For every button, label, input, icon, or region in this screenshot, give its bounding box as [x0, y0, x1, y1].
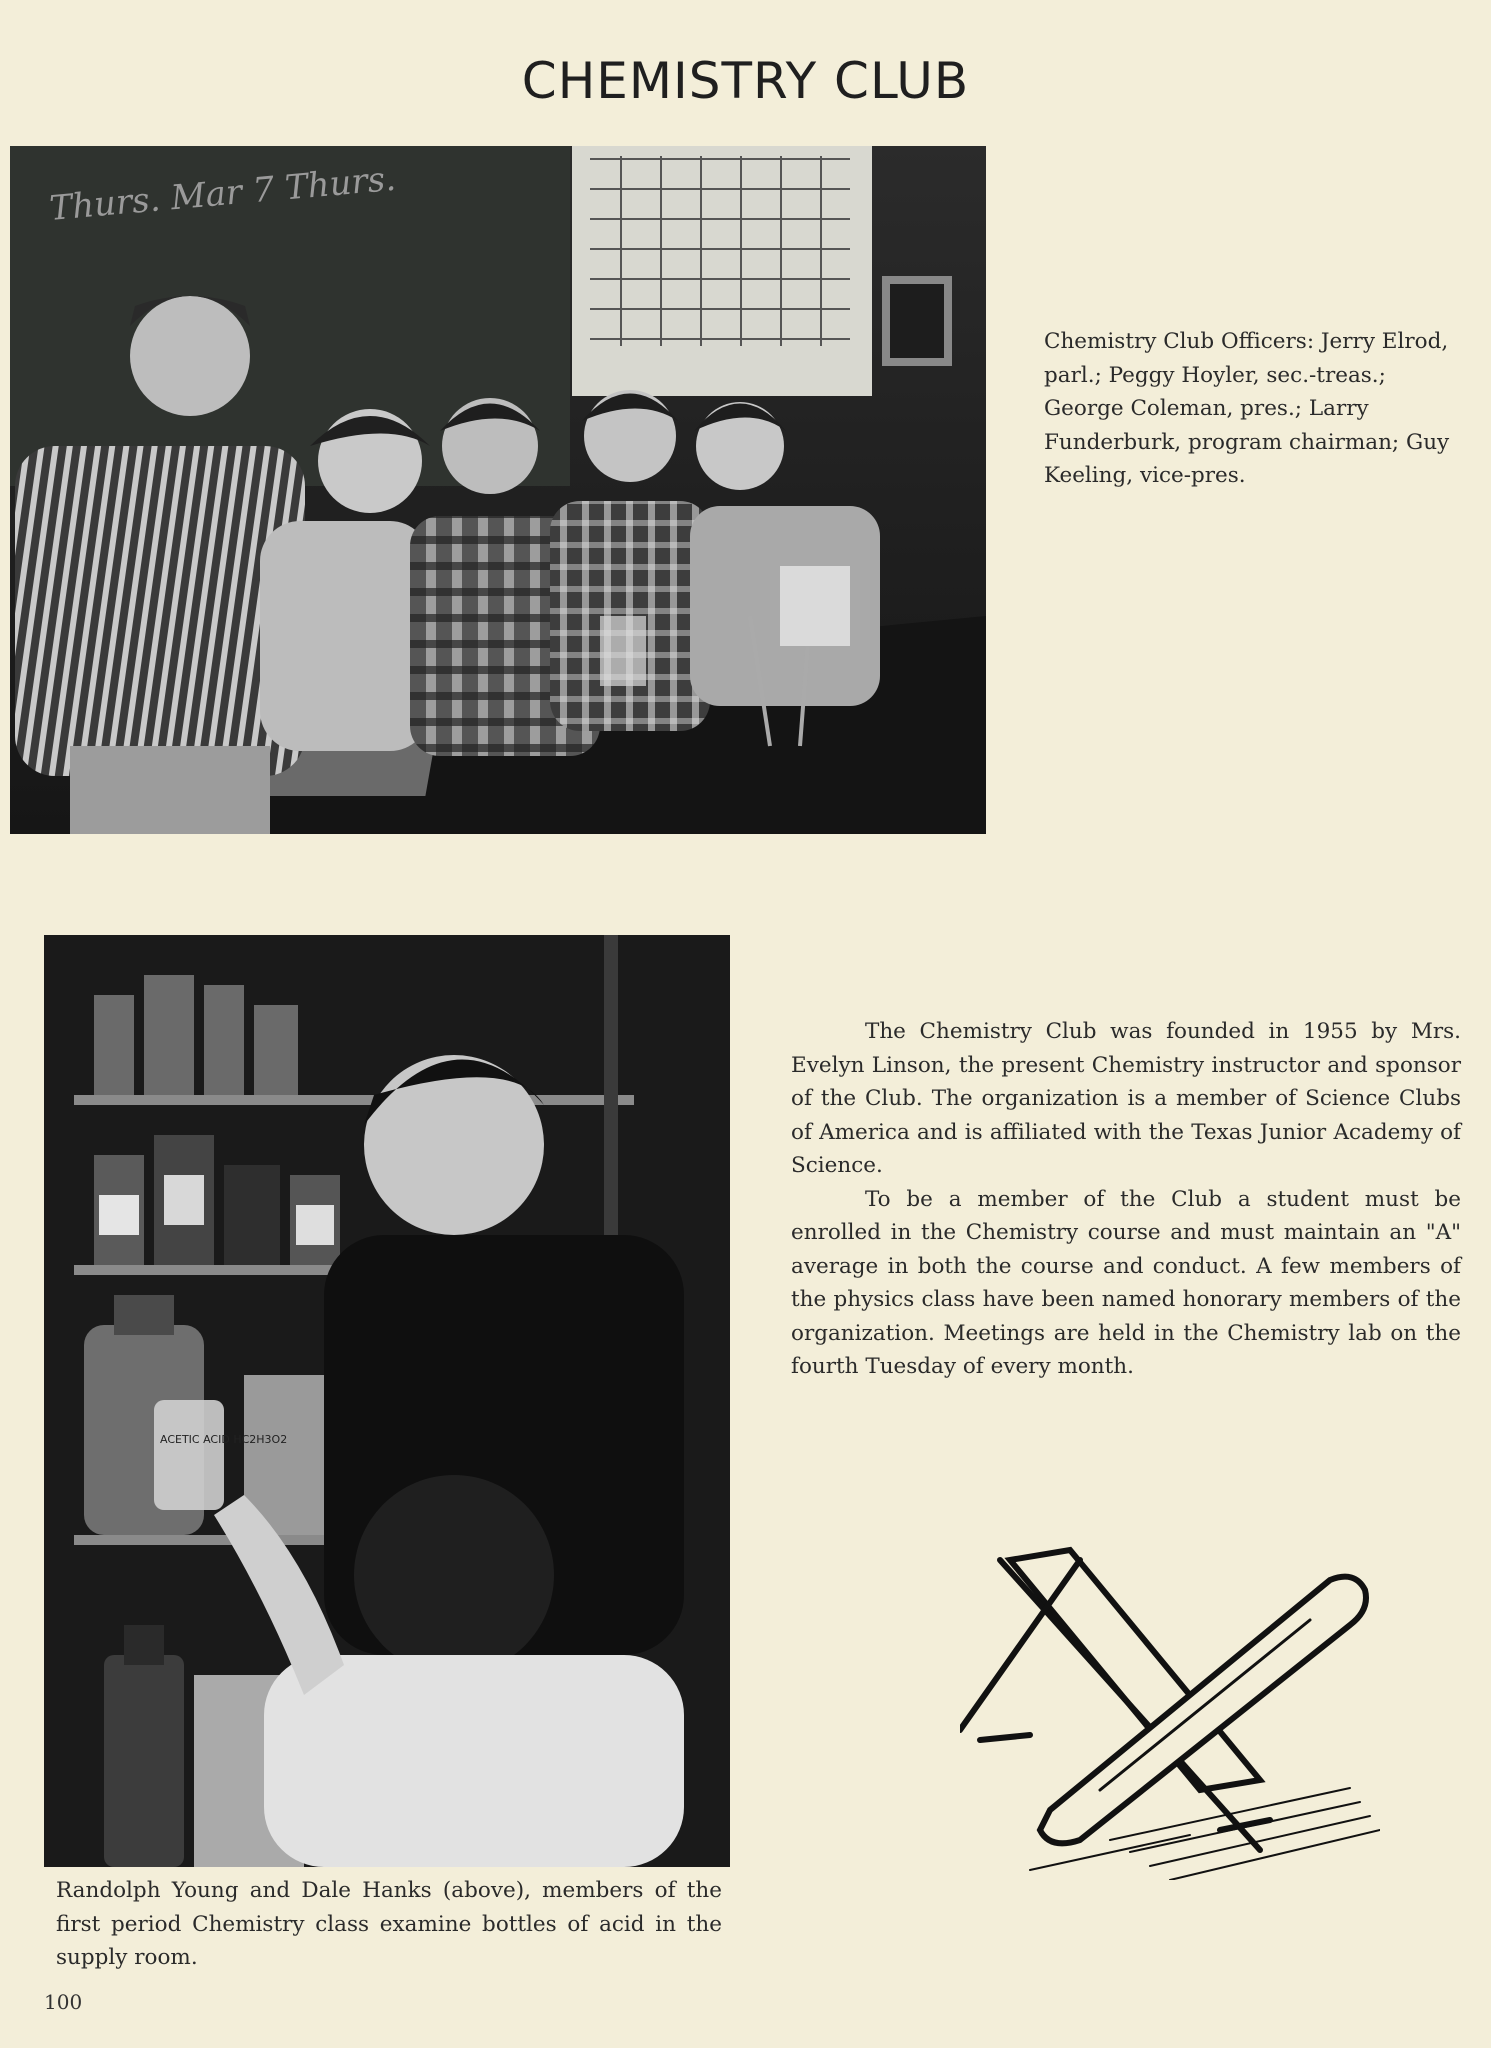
description-paragraph: The Chemistry Club was founded in 1955 by Mrs. Evelyn Linson, the present Chemistry instructor and sponsor of the Club. The organization is a member of Science Clubs of America and is affiliated with the Texas Junior Academy of Science.: [791, 1019, 1461, 1178]
chalkboard-text: Thurs. Mar 7 Thurs.: [47, 158, 398, 229]
page-number: 100: [44, 1990, 83, 2014]
bottle-label: ACETIC ACID HC2H3O2: [160, 1433, 288, 1446]
page-title: CHEMISTRY CLUB: [521, 52, 970, 110]
photo-caption: Randolph Young and Dale Hanks (above), members of the first period Chemistry class examine bottles of acid in the supply room.: [56, 1878, 722, 1970]
description-paragraph: To be a member of the Club a student must be enrolled in the Chemistry course and must maintain an "A" average in both the course and conduct. A few members of the physics class have been named honorary members of the organization. Meetings are held in the Chemistry lab on the fourth Tuesday of every month.: [791, 1186, 1461, 1379]
officers-photo: [10, 146, 986, 834]
supply-room-photo: [44, 935, 730, 1867]
club-description: [791, 1015, 1461, 1384]
test-tube-sketch-icon: [960, 1530, 1380, 1880]
officers-caption: Chemistry Club Officers: Jerry Elrod, parl.; Peggy Hoyler, sec.-treas.; George Coleman, pres.; Larry Funderburk, program chairman; Guy Keeling, vice-pres.: [1044, 329, 1450, 488]
